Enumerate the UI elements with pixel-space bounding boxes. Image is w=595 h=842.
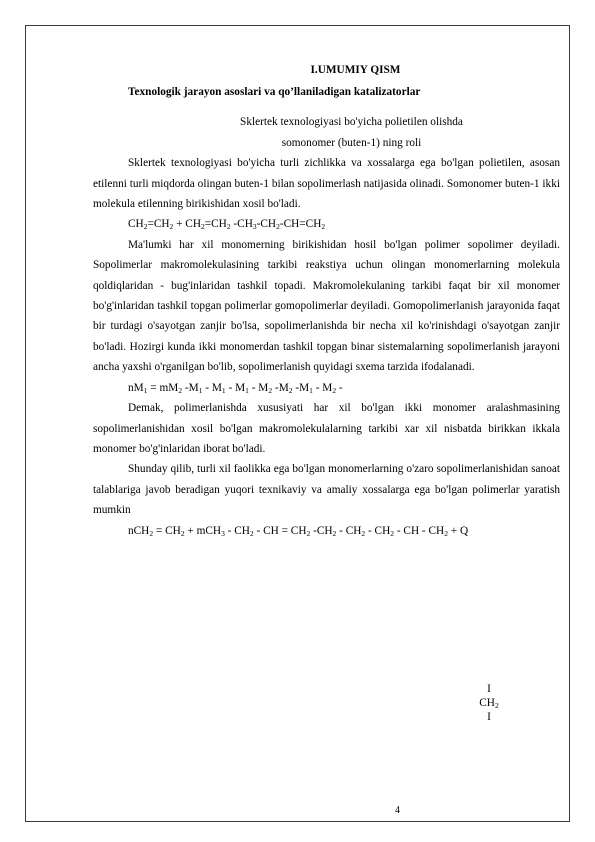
paragraph-1: Sklertek texnologiyasi bo'yicha turli zichlikka va xossalarga ega bo'lgan polietilen, asosan etilenni turli miqdorda olingan buten-1 bilan sopolimerlash natijasida olinadi. Somonomer buten-1 ikki molekula etilenning birikishidan xosil bo'ladi. [93, 157, 560, 211]
equation-ethylene-butene-copolymer: $nCH_2 = CH_2 + mCH_3 - CH_2$ - CH = $CH_2$ $-CH_2 - CH_2 - CH_2$ - CH - $CH_2 + Q$ [128, 524, 469, 538]
equation-copolymer-scheme: $nM_1 = mM_2$ $-M_1 - M_1 - M_1 - M_2$ $-M_2$ $-M_1 - M_2$ - [128, 381, 343, 395]
equation-butene-formation: $CH_2=CH_2 + CH_2=CH_2$ $-CH_3-CH_2-CH=CH_2$ [128, 218, 326, 232]
paragraph-3: Demak, polimerlanishda xususiyati har xil bo'lgan ikki monomer aralashmasining sopolimerlanishidan xosil bo'lgan makromolekulalarning tarkibi xar xil nisbatda birikkan ikkala monomer bo'g'inlaridan iborat bo'ladi. [93, 402, 560, 455]
paragraph-4: Shunday qilib, turli xil faolikka ega bo'lgan monomerlarning o'zaro sopolimerlanishidan sanoat talablariga javob beradigan yuqori texnikaviy va amaliy xossalarga ega bo'lgan polimerlar yaratish mumkin [93, 463, 560, 517]
document-body [93, 60, 560, 541]
section-title-line1: Sklertek texnologiyasi bo'yicha polietilen olishda [240, 116, 463, 129]
branch-bond-top: I [487, 683, 491, 695]
chapter-heading: I.UMUMIY QISM [310, 64, 401, 76]
side-chain-branch [469, 682, 509, 724]
section-title-line2: somonomer (buten-1) ning roli [281, 136, 422, 149]
branch-bond-bottom: I [487, 711, 491, 723]
paragraph-2: Ma'lumki har xil monomerning birikishidan hosil bo'lgan polimer sopolimer deyiladi. Sopolimerlar makromolekulasining tarkibi reakstiya uchun olingan monomerlarning molekula qoldiqlaridan - bug'inlaridan tashkil topadi. Makromolekulaning tarkibi faqat bir xil monomer bo'g'inlaridan tashkil topgan polimerlar gomopolimerlar deyiladi. Gomopolimerlanish jarayonida faqat bir turdagi o'sayotgan zanjir bo'lsa, sopolimerlanishda bir necha xil ko'rinishdagi o'sayotgan zanjir bo'ladi. Hozirgi kunda ikki monomerdan tashkil topgan binar sistemalarning sopolimerlanish jarayoni ancha yaxshi o'rganilgan bo'lib, sopolimerlanish quyidagi sxema tarzida ifodalanadi. [93, 238, 560, 374]
branch-group: $CH_2$ [479, 697, 499, 710]
chapter-subheading: Texnologik jarayon asoslari va qo’llaniladigan katalizatorlar [128, 86, 421, 99]
page-number: 4 [395, 805, 400, 816]
